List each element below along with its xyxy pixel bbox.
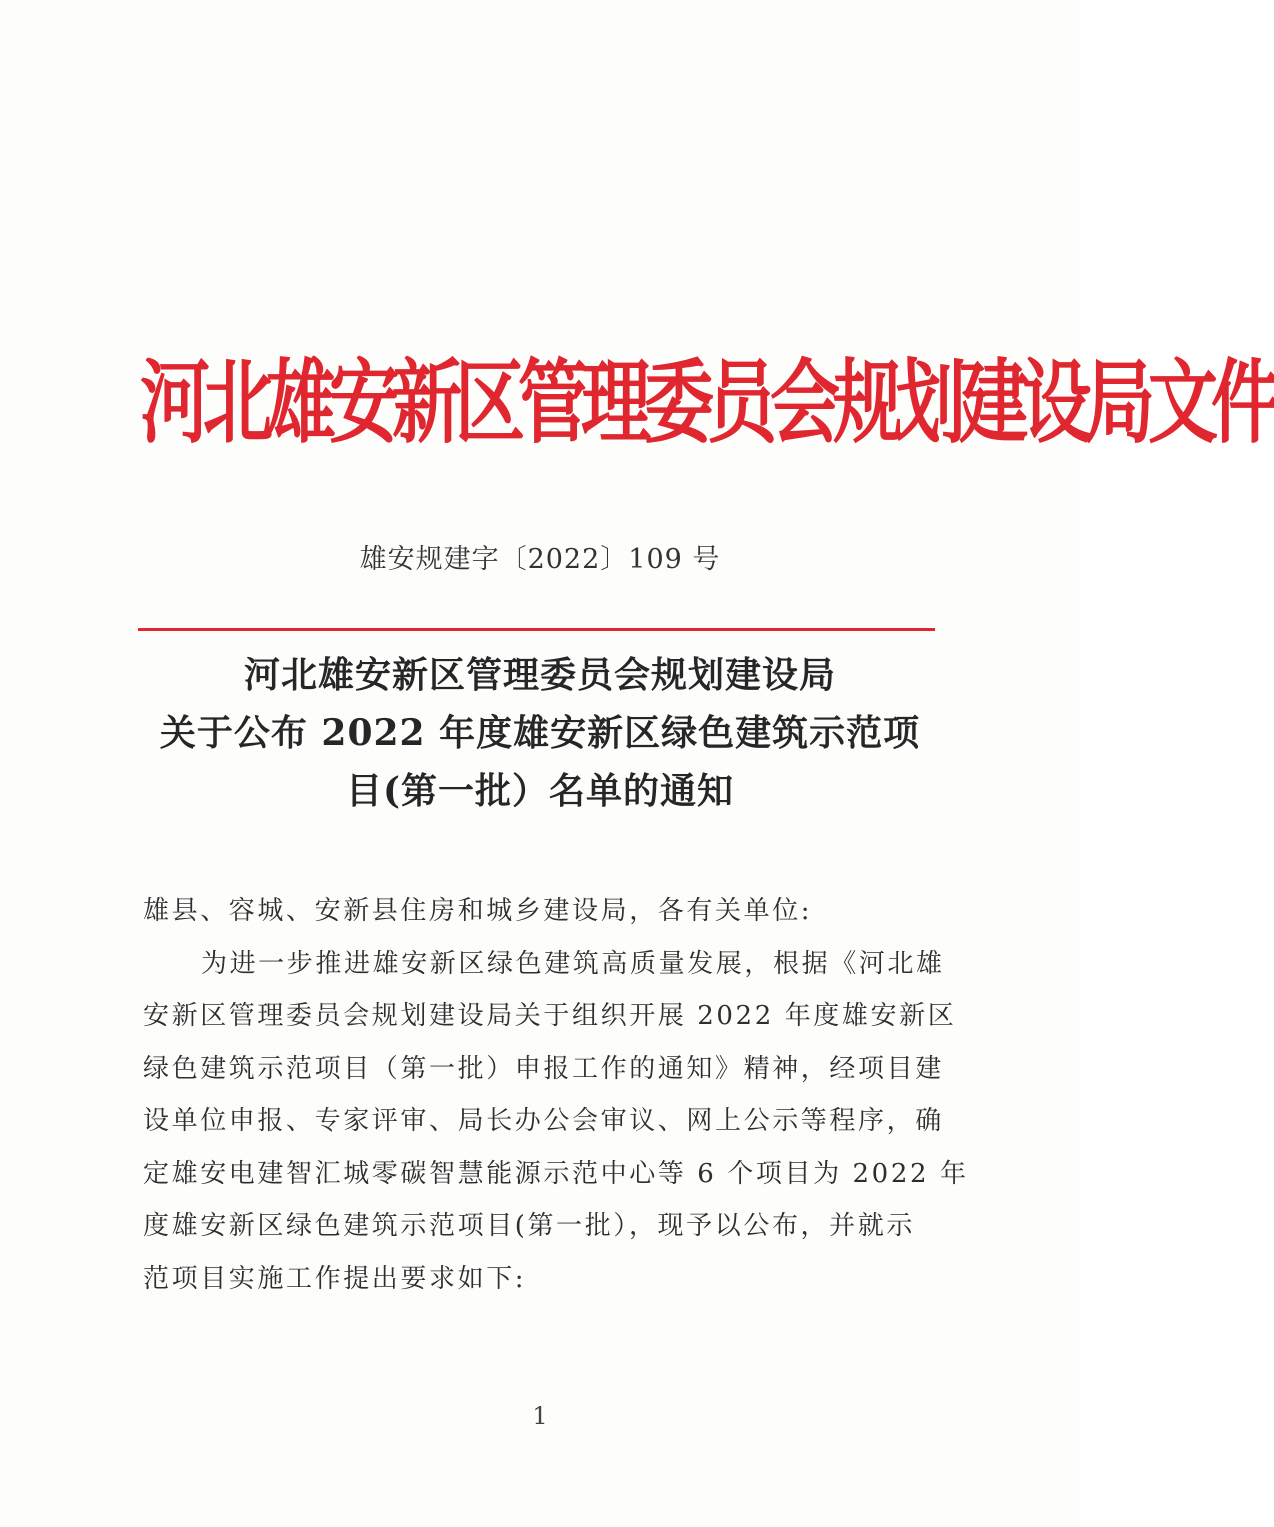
red-divider-line: [138, 628, 935, 631]
body-line: 范项目实施工作提出要求如下:: [143, 1263, 527, 1294]
body-line: 定雄安电建智汇城零碳智慧能源示范中心等 6 个项目为 2022 年: [143, 1158, 969, 1189]
notice-body: [143, 885, 969, 1305]
body-line: 为进一步推进雄安新区绿色建筑高质量发展，根据《河北雄: [201, 948, 945, 979]
body-line: 度雄安新区绿色建筑示范项目(第一批），现予以公布，并就示: [143, 1211, 915, 1241]
title-line-3: 目(第一批）名单的通知: [345, 770, 735, 812]
body-line: 绿色建筑示范项目（第一批）申报工作的通知》精神，经项目建: [143, 1053, 944, 1084]
masthead-title: 河北雄安新区管理委员会规划建设局文件: [140, 349, 1274, 457]
salutation-line: 雄县、容城、安新县住房和城乡建设局，各有关单位:: [143, 896, 813, 926]
notice-title: [130, 646, 950, 820]
body-line: 安新区管理委员会规划建设局关于组织开展 2022 年度雄安新区: [143, 1001, 957, 1031]
title-line-1: 河北雄安新区管理委员会规划建设局: [243, 654, 836, 696]
title-line-2: 关于公布 2022 年度雄安新区绿色建筑示范项: [159, 712, 921, 754]
page-number: 1: [532, 1402, 548, 1430]
document-number: 雄安规建字〔2022〕109 号: [359, 544, 721, 575]
body-line: 设单位申报、专家评审、局长办公会审议、网上公示等程序，确: [143, 1106, 944, 1136]
